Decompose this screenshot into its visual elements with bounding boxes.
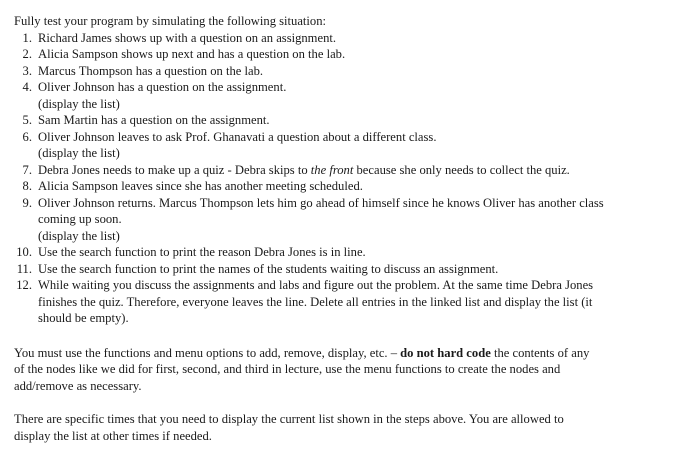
paragraph-line: display the list at other times if needed. bbox=[14, 428, 212, 443]
step-number: 8. bbox=[22, 179, 32, 193]
list-item-8 bbox=[12, 178, 686, 195]
step-text bbox=[38, 162, 686, 179]
emphasis-text: the front bbox=[310, 162, 354, 177]
intro-line: Fully test your program by simulating the following situation: bbox=[14, 14, 327, 28]
step-number: 12. bbox=[16, 278, 32, 292]
paragraph-line: add/remove as necessary. bbox=[14, 379, 142, 394]
step-text-part: because she only needs to collect the quiz. bbox=[353, 162, 570, 177]
step-number: 7. bbox=[22, 162, 32, 177]
bold-warning: do not hard code bbox=[400, 345, 491, 360]
step-text: While waiting you discuss the assignments and labs and figure out the problem. At the same time Debra Jones bbox=[38, 278, 594, 292]
step-number: 9. bbox=[22, 195, 32, 210]
steps-list bbox=[12, 30, 686, 327]
step-text-continued: coming up soon. bbox=[38, 212, 122, 226]
step-number: 11. bbox=[16, 261, 32, 276]
step-number: 1. bbox=[22, 30, 32, 45]
step-text-continued: finishes the quiz. Therefore, everyone leaves the line. Delete all entries in the linked list and display the list (it bbox=[38, 294, 593, 309]
paragraph-text: the contents of any bbox=[490, 345, 590, 360]
step-text: Use the search function to print the names of the students waiting to discuss an assignment. bbox=[38, 261, 499, 276]
list-item-12 bbox=[12, 277, 686, 327]
paragraph-line: of the nodes like we did for first, second, and third in lecture, use the menu functions to create the nodes and bbox=[14, 362, 561, 377]
display-list-note: (display the list) bbox=[38, 96, 120, 111]
step-text-continued: should be empty). bbox=[38, 311, 129, 325]
step-text-part: Debra Jones needs to make up a quiz - Debra skips to bbox=[38, 162, 311, 177]
display-list-note: (display the list) bbox=[38, 146, 120, 160]
list-item-9 bbox=[12, 195, 686, 245]
step-number: 4. bbox=[22, 80, 32, 94]
step-text: Sam Martin has a question on the assignment. bbox=[38, 113, 270, 127]
paragraph-line: There are specific times that you need to display the current list shown in the steps above. You are allowed to bbox=[14, 411, 564, 426]
step-text: Use the search function to print the reason Debra Jones is in line. bbox=[38, 245, 366, 259]
step-number: 2. bbox=[22, 47, 32, 61]
list-item-11 bbox=[12, 261, 686, 278]
instructions-paragraph bbox=[12, 345, 686, 395]
list-item-2 bbox=[12, 46, 686, 63]
step-text: Marcus Thompson has a question on the lab. bbox=[38, 63, 264, 78]
paragraph-text: You must use the functions and menu options to add, remove, display, etc. – bbox=[14, 345, 401, 360]
step-text: Alicia Sampson shows up next and has a question on the lab. bbox=[38, 47, 346, 61]
display-times-paragraph bbox=[12, 411, 686, 445]
step-number: 10. bbox=[16, 245, 32, 259]
list-item-10 bbox=[12, 244, 686, 261]
step-text: Oliver Johnson leaves to ask Prof. Ghanavati a question about a different class. bbox=[38, 129, 437, 144]
list-item-6 bbox=[12, 129, 686, 162]
step-text: Oliver Johnson has a question on the assignment. bbox=[38, 80, 287, 94]
list-item-1 bbox=[12, 30, 686, 47]
step-text: Alicia Sampson leaves since she has another meeting scheduled. bbox=[38, 179, 363, 193]
list-item-3 bbox=[12, 63, 686, 80]
step-number: 6. bbox=[22, 129, 32, 144]
list-item-4 bbox=[12, 79, 686, 112]
step-number: 5. bbox=[22, 113, 32, 127]
step-number: 3. bbox=[22, 63, 32, 78]
list-item-7 bbox=[12, 162, 686, 179]
paragraph-line bbox=[14, 345, 686, 362]
list-item-5 bbox=[12, 112, 686, 129]
display-list-note: (display the list) bbox=[38, 228, 120, 243]
step-text: Oliver Johnson returns. Marcus Thompson lets him go ahead of himself since he knows Oliver has another class bbox=[38, 195, 604, 210]
step-text: Richard James shows up with a question on an assignment. bbox=[38, 30, 337, 45]
